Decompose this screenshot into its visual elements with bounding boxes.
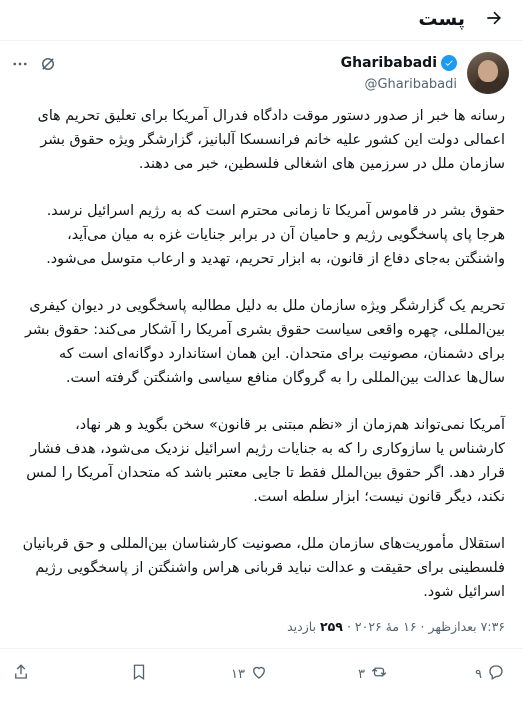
like-icon — [250, 663, 268, 685]
like-button[interactable] — [231, 663, 268, 685]
action-bar — [0, 648, 523, 701]
share-icon — [12, 663, 30, 685]
reply-count: ۹ — [475, 666, 482, 682]
tweet-paragraph: استقلال مأموریت‌های سازمان ملل، مصونیت کارشناسان بین‌المللی و حق قربانیان فلسطینی برای حقیقت و عدالت نباید قربانی هراس واشنگتن از پاسخگویی رژیم اسرائیل شود. — [22, 536, 505, 600]
handle[interactable]: @Gharibabadi — [364, 77, 457, 92]
reply-icon — [487, 663, 505, 685]
tweet-paragraph: حقوق بشر در قاموس آمریکا تا زمانی محترم است که به رژیم اسرائیل نرسد. هرجا پای پاسخگویی رژیم و حامیان آن در برابر جنایات غزه به میان می‌آید، واشنگتن به‌جای دفاع از قانون، به ابزار تحریم، تهدید و ارعاب متوسل می‌شود. — [46, 203, 505, 267]
share-button[interactable] — [12, 663, 30, 685]
page-title: پست — [418, 8, 465, 30]
grok-icon — [39, 55, 57, 77]
reply-button[interactable] — [475, 663, 505, 685]
back-button[interactable] — [483, 9, 505, 31]
avatar[interactable] — [467, 52, 509, 94]
tweet-paragraph: تحریم یک گزارشگر ویژه سازمان ملل به دلیل مطالبه پاسخگویی در دیوان کیفری بین‌المللی، چهره واقعی سیاست حقوق بشری آمریکا را آشکار می‌کند: حقوق بشر برای دشمنان، مصونیت برای متحدان. این همان استاندارد دوگانه‌ای است که سال‌ها عدالت بین‌المللی را به گروگان منافع سیاسی واشنگتن گرفته است. — [24, 298, 505, 386]
author-row — [0, 48, 523, 104]
bookmark-button[interactable] — [130, 663, 148, 685]
top-bar — [0, 0, 523, 41]
display-name-text: Gharibabadi — [340, 55, 437, 71]
back-arrow-icon — [484, 8, 504, 32]
views-count: ۲۵۹ — [320, 619, 343, 634]
retweet-button[interactable] — [358, 663, 388, 685]
retweet-icon — [370, 663, 388, 685]
verified-icon — [441, 55, 457, 71]
display-name[interactable] — [341, 55, 457, 71]
more-button[interactable] — [10, 56, 30, 76]
tweet-text — [19, 104, 505, 627]
timestamp[interactable]: ۷:۳۶ بعدازظهر · ۱۶ مهٔ ۲۰۲۶ · — [346, 619, 505, 634]
more-icon — [11, 55, 29, 77]
tweet-paragraph: رسانه ها خبر از صدور دستور موقت دادگاه فدرال آمریکا برای تعلیق تحریم های اعمالی دولت این کشور علیه خانم فرانسسکا آلبانیز، گزارشگر ویژه حقوق بشر سازمان ملل در سرزمین های اشغالی فلسطین، خبر می دهند. — [37, 108, 505, 172]
tweet-meta — [287, 619, 505, 634]
grok-button[interactable] — [38, 56, 58, 76]
bookmark-icon — [130, 663, 148, 685]
views-label: بازدید — [287, 619, 317, 634]
retweet-count: ۳ — [358, 666, 365, 682]
like-count: ۱۳ — [231, 666, 245, 682]
tweet-paragraph: آمریکا نمی‌تواند هم‌زمان از «نظم مبتنی بر قانون» سخن بگوید و هر نهاد، کارشناس یا سازوکاری را که به جنایات رژیم اسرائیل نزدیک می‌شود، هدف فشار قرار دهد. اگر حقوق بین‌الملل فقط تا جایی معتبر باشد که متحدان آمریکا را لمس نکند، دیگر قانون نیست؛ ابزار سلطه است. — [26, 417, 505, 505]
